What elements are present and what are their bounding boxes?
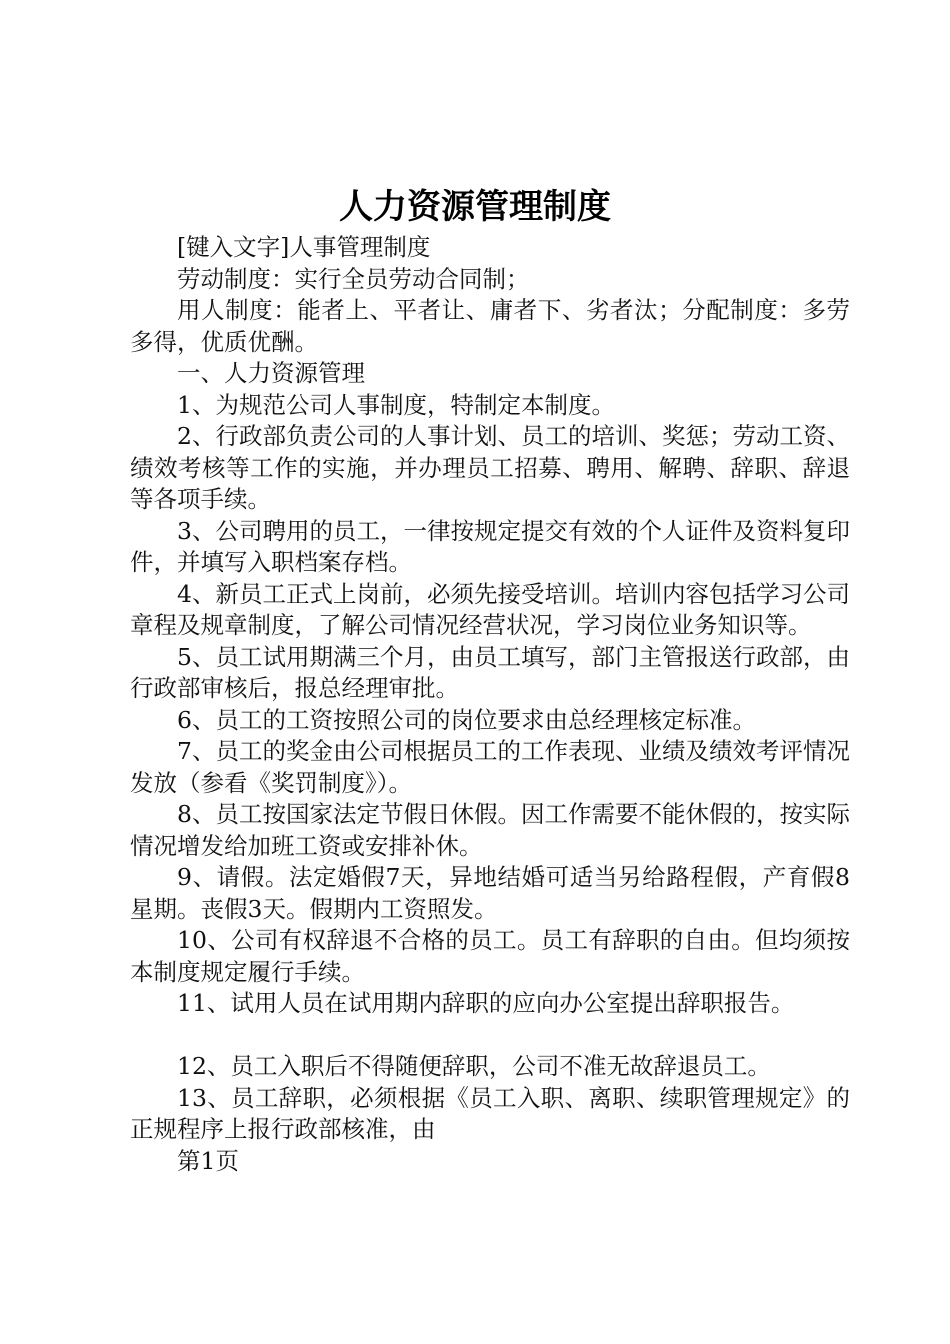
document-body (130, 232, 850, 1177)
paragraph: 1、为规范公司人事制度，特制定本制度。 (177, 390, 615, 419)
paragraph: 5、员工试用期满三个月，由员工填写，部门主管报送行政部，由行政部审核后，报总经理审批。 (130, 642, 850, 702)
paragraph: 10、公司有权辞退不合格的员工。员工有辞职的自由。但均须按本制度规定履行手续。 (130, 926, 850, 986)
paragraph: 12、员工入职后不得随便辞职，公司不准无故辞退员工。 (177, 1052, 771, 1080)
paragraph: 8、员工按国家法定节假日休假。因工作需要不能休假的，按实际情况增发给加班工资或安排补休。 (130, 800, 850, 860)
paragraph: 3、公司聘用的员工，一律按规定提交有效的个人证件及资料复印件，并填写入职档案存档。 (130, 516, 850, 576)
paragraph: 9、请假。法定婚假7天，异地结婚可适当另给路程假，产育假8星期。丧假3天。假期内工资照发。 (130, 863, 850, 923)
paragraph: 4、新员工正式上岗前，必须先接受培训。培训内容包括学习公司章程及规章制度，了解公司情况经营状况，学习岗位业务知识等。 (130, 579, 850, 639)
page-number: 第1页 (177, 1146, 239, 1175)
paragraph: 7、员工的奖金由公司根据员工的工作表现、业绩及绩效考评情况发放（参看《奖罚制度》）。 (130, 737, 850, 797)
paragraph: [键入文字]人事管理制度 (177, 233, 431, 261)
paragraph: 用人制度：能者上、平者让、庸者下、劣者汰；分配制度：多劳多得，优质优酬。 (130, 296, 850, 356)
paragraph: 2、行政部负责公司的人事计划、员工的培训、奖惩；劳动工资、绩效考核等工作的实施，并办理员工招募、聘用、解聘、辞职、辞退等各项手续。 (130, 422, 850, 513)
paragraph: 11、试用人员在试用期内辞职的应向办公室提出辞职报告。 (177, 989, 795, 1017)
document-title: 人力资源管理制度 (339, 187, 611, 227)
section-heading: 一、人力资源管理 (177, 359, 365, 387)
paragraph: 13、员工辞职，必须根据《员工入职、离职、续职管理规定》的正规程序上报行政部核准，由 (130, 1083, 850, 1143)
paragraph: 劳动制度：实行全员劳动合同制； (177, 264, 530, 293)
paragraph: 6、员工的工资按照公司的岗位要求由总经理核定标准。 (177, 705, 756, 734)
